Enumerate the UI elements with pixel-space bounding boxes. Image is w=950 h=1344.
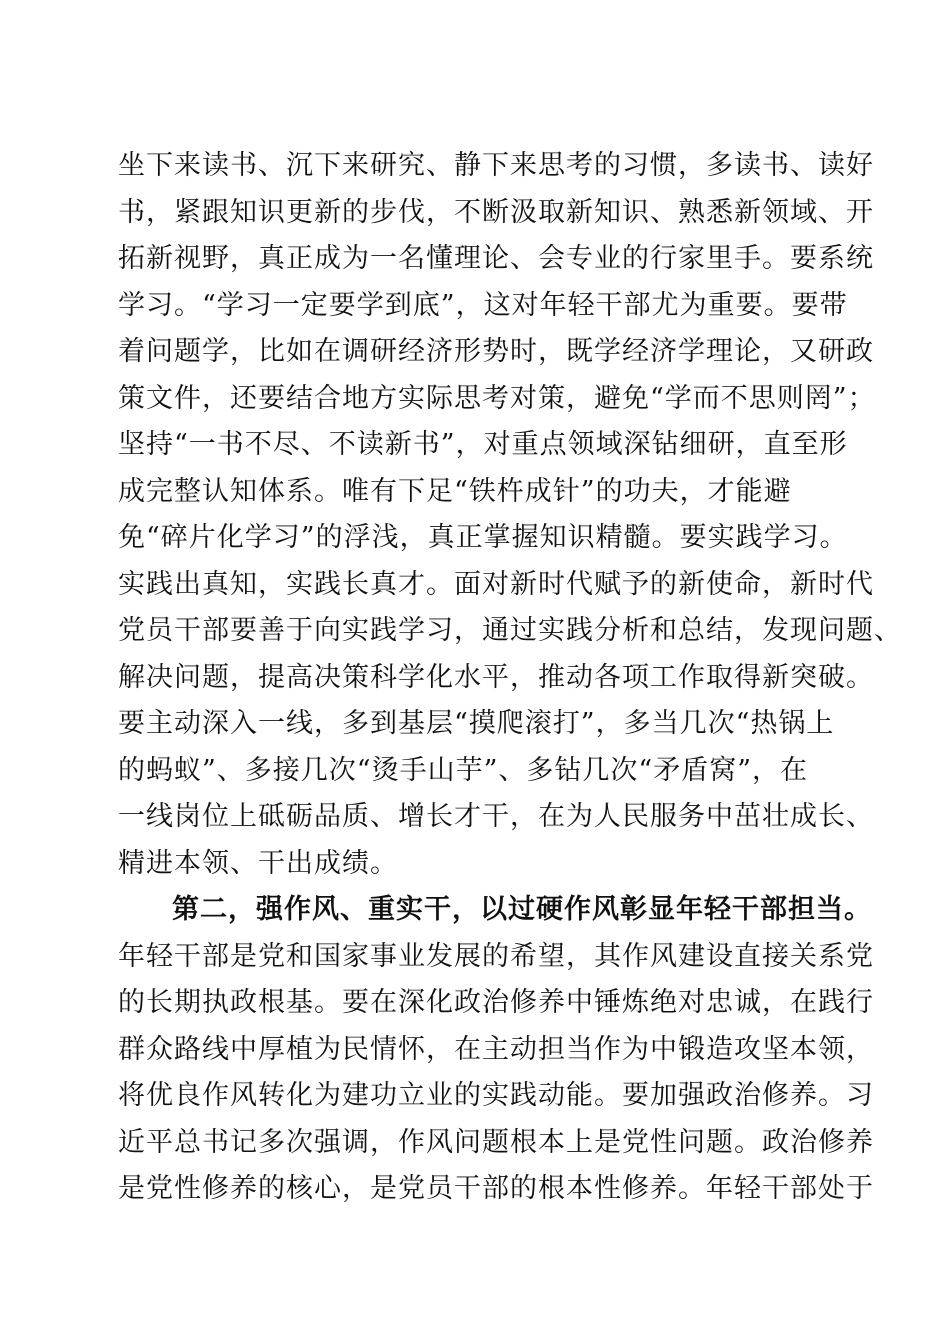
text-line: 精进本领、干出成绩。 <box>118 847 398 879</box>
section-heading: 第二，强作风、重实干，以过硬作风彰显年轻干部担当。 <box>172 894 872 925</box>
text-line: 要主动深入一线，多到基层“摸爬滚打”，多当几次“热锅上 <box>118 708 835 739</box>
text-line: 坚持“一书不尽、不读新书”，对重点领域深钻细研，直至形 <box>118 429 848 460</box>
text-line: 策文件，还要结合地方实际思考对策，避免“学而不思则罔”； <box>118 382 876 414</box>
body-text <box>118 143 902 1213</box>
text-line: 近平总书记多次强调，作风问题根本上是党性问题。政治修养 <box>118 1126 874 1158</box>
text-line: 将优良作风转化为建功立业的实践动能。要加强政治修养。习 <box>118 1080 874 1111</box>
text-line: 实践出真知，实践长真才。面对新时代赋予的新使命，新时代 <box>118 568 874 600</box>
text-line: 免“碎片化学习”的浮浅，真正掌握知识精髓。要实践学习。 <box>118 522 848 553</box>
text-line: 群众路线中厚植为民情怀，在主动担当作为中锻造攻坚本领， <box>118 1033 874 1065</box>
text-line: 的长期执政根基。要在深化政治修养中锤炼绝对忠诚，在践行 <box>118 987 874 1018</box>
text-line: 拓新视野，真正成为一名懂理论、会专业的行家里手。要系统 <box>118 243 874 274</box>
text-line: 坐下来读书、沉下来研究、静下来思考的习惯，多读书、读好 <box>118 150 874 181</box>
text-line: 是党性修养的核心，是党员干部的根本性修养。年轻干部处于 <box>118 1173 874 1204</box>
text-line: 解决问题，提高决策科学化水平，推动各项工作取得新突破。 <box>118 661 874 693</box>
text-line: 成完整认知体系。唯有下足“铁杵成针”的功夫，才能避 <box>118 475 792 507</box>
text-line: 党员干部要善于向实践学习，通过实践分析和总结，发现问题、 <box>118 615 902 646</box>
text-line: 书，紧跟知识更新的步伐，不断汲取新知识、熟悉新领域、开 <box>118 196 874 228</box>
text-line: 的蚂蚁”、多接几次“烫手山芋”、多钻几次“矛盾窝”，在 <box>118 754 809 786</box>
text-line: 学习。“学习一定要学到底”，这对年轻干部尤为重要。要带 <box>118 289 848 321</box>
text-line: 着问题学，比如在调研经济形势时，既学经济学理论，又研政 <box>118 336 874 367</box>
text-line: 一线岗位上砥砺品质、增长才干，在为人民服务中茁壮成长、 <box>118 801 874 832</box>
text-line: 年轻干部是党和国家事业发展的希望，其作风建设直接关系党 <box>118 940 874 972</box>
